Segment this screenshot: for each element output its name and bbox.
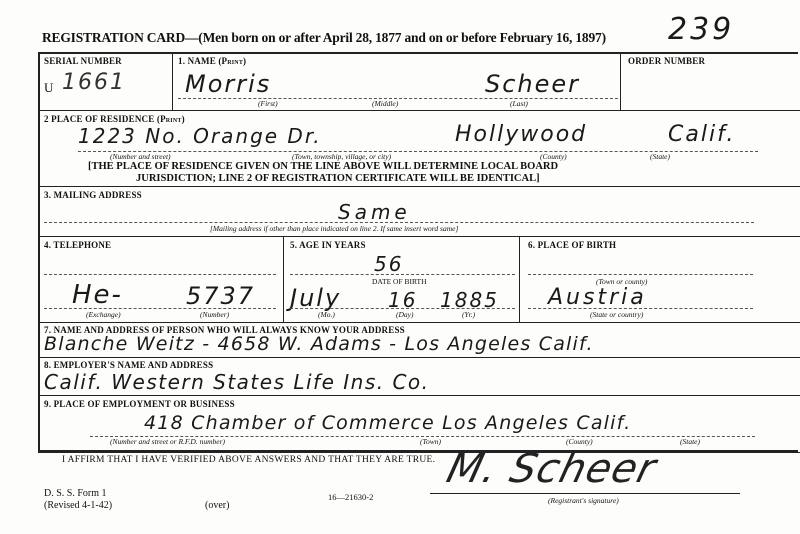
telephone-label: 4. TELEPHONE bbox=[44, 240, 112, 250]
order-label: ORDER NUMBER bbox=[628, 56, 706, 66]
signature-caption: (Registrant's signature) bbox=[548, 496, 619, 505]
over-note: (over) bbox=[205, 500, 230, 511]
form-revised: (Revised 4-1-42) bbox=[44, 500, 113, 511]
emp-county-caption: (County) bbox=[566, 437, 593, 446]
birthplace-label: 6. PLACE OF BIRTH bbox=[528, 240, 617, 250]
serial-label: SERIAL NUMBER bbox=[44, 56, 122, 66]
employment-value: 418 Chamber of Commerce Los Angeles Calif. bbox=[144, 412, 632, 434]
print-code: 16—21630-2 bbox=[328, 492, 374, 502]
mailing-caption: [Mailing address if other than place indicated on line 2. If same insert word same] bbox=[210, 224, 459, 233]
contact-value: Blanche Weitz - 4658 W. Adams - Los Angeles Calif. bbox=[44, 333, 594, 355]
number-caption: (Number) bbox=[200, 310, 230, 319]
month-caption: (Mo.) bbox=[318, 310, 335, 319]
age-label: 5. AGE IN YEARS bbox=[290, 240, 366, 250]
mailing-label: 3. MAILING ADDRESS bbox=[44, 190, 142, 200]
residence-notice-1: [THE PLACE OF RESIDENCE GIVEN ON THE LINE ABOVE WILL DETERMINE LOCAL BOARD bbox=[88, 161, 559, 172]
middle-caption: (Middle) bbox=[372, 99, 399, 108]
emp-street-caption: (Number and street or R.F.D. number) bbox=[110, 437, 225, 446]
birth-state-caption: (State or country) bbox=[590, 310, 644, 319]
employer-label: 8. EMPLOYER'S NAME AND ADDRESS bbox=[44, 360, 214, 370]
registrant-signature: M. Scheer bbox=[442, 446, 662, 492]
state-caption: (State) bbox=[650, 152, 670, 161]
dob-day: 16 bbox=[388, 288, 418, 312]
day-caption: (Day) bbox=[396, 310, 414, 319]
mailing-value: Same bbox=[338, 200, 411, 224]
emp-town-caption: (Town) bbox=[420, 437, 441, 446]
telephone-number: 5737 bbox=[186, 282, 256, 310]
town-caption: (Town, township, village, or city) bbox=[292, 152, 392, 161]
employment-label: 9. PLACE OF EMPLOYMENT OR BUSINESS bbox=[44, 399, 235, 409]
form-id: D. S. S. Form 1 bbox=[44, 488, 107, 499]
birth-town-caption: (Town or county) bbox=[596, 277, 648, 286]
residence-notice-2: JURISDICTION; LINE 2 OF REGISTRATION CERTIFICATE WILL BE IDENTICAL] bbox=[136, 173, 540, 184]
affirmation-text: I AFFIRM THAT I HAVE VERIFIED ABOVE ANSWERS AND THAT THEY ARE TRUE. bbox=[62, 455, 436, 465]
exchange-caption: (Exchange) bbox=[86, 310, 121, 319]
year-caption: (Yr.) bbox=[462, 310, 476, 319]
residence-label: 2 PLACE OF RESIDENCE (Print) bbox=[44, 114, 185, 124]
street-caption: (Number and street) bbox=[110, 152, 171, 161]
name-label: 1. NAME (Print) bbox=[178, 56, 247, 66]
contact-label: 7. NAME AND ADDRESS OF PERSON WHO WILL ALWAYS KNOW YOUR ADDRESS bbox=[44, 325, 405, 335]
last-name: Scheer bbox=[485, 70, 581, 98]
card-number: 239 bbox=[668, 12, 735, 47]
telephone-exchange: He- bbox=[72, 280, 123, 310]
residence-town: Hollywood bbox=[455, 122, 588, 147]
age-value: 56 bbox=[374, 252, 404, 276]
employer-value: Calif. Western States Life Ins. Co. bbox=[44, 370, 430, 394]
birthplace-value: Austria bbox=[548, 285, 647, 310]
residence-state: Calif. bbox=[668, 122, 736, 147]
county-caption: (County) bbox=[540, 152, 567, 161]
serial-number: 1661 bbox=[62, 70, 126, 95]
first-caption: (First) bbox=[258, 99, 278, 108]
residence-street: 1223 No. Orange Dr. bbox=[78, 124, 322, 148]
card-title: REGISTRATION CARD—(Men born on or after April 28, 1877 and on or before February 16, 1897) bbox=[42, 30, 606, 45]
first-name: Morris bbox=[185, 70, 272, 98]
dob-label: DATE OF BIRTH bbox=[372, 277, 427, 286]
emp-state-caption: (State) bbox=[680, 437, 700, 446]
serial-prefix: U bbox=[44, 80, 54, 95]
last-caption: (Last) bbox=[510, 99, 528, 108]
dob-year: 1885 bbox=[440, 288, 499, 312]
dob-month: July bbox=[290, 284, 342, 312]
